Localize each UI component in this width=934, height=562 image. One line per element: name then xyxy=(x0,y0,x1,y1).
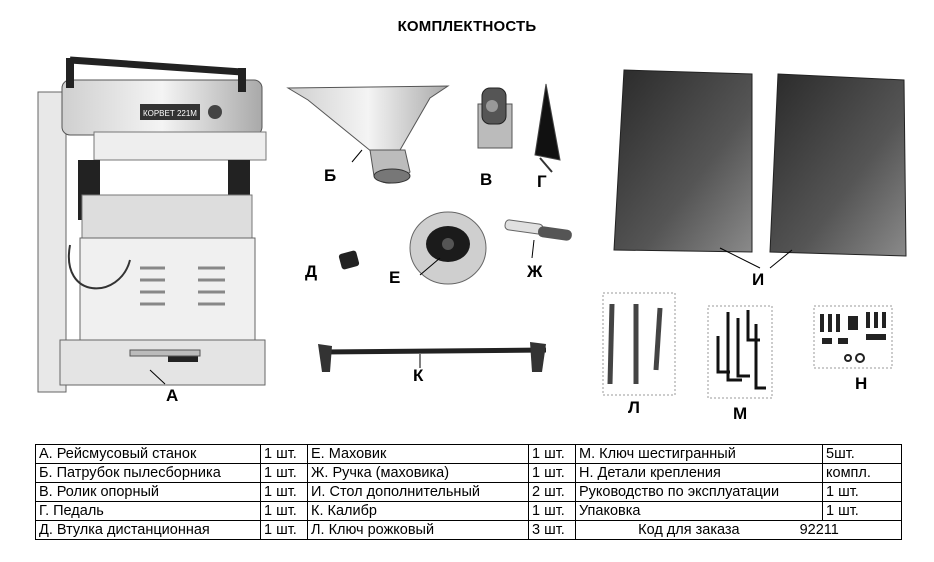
table-row xyxy=(36,445,902,464)
table-cell: М. Ключ шестигранный xyxy=(576,445,823,464)
table-cell: В. Ролик опорный xyxy=(36,483,261,502)
table-row xyxy=(36,483,902,502)
table-cell: Д. Втулка дистанционная xyxy=(36,521,261,540)
fasteners-figure xyxy=(814,306,892,368)
table-cell: Г. Педаль xyxy=(36,502,261,521)
label-zh: Ж xyxy=(527,262,543,281)
label-i: И xyxy=(752,270,765,289)
dust-hood-figure xyxy=(288,86,448,183)
machine-nameplate: КОРВЕТ 221М xyxy=(143,109,197,118)
table-cell: И. Стол дополнительный xyxy=(308,483,529,502)
label-v: В xyxy=(480,170,493,189)
label-g: Г xyxy=(537,172,547,191)
extension-tables-figure xyxy=(614,70,906,268)
table-cell: Руководство по эксплуатации xyxy=(576,483,823,502)
spacer-sleeve-figure xyxy=(338,250,360,270)
table-cell: 1 шт. xyxy=(261,464,308,483)
table-cell: 1 шт. xyxy=(529,464,576,483)
table-cell: Н. Детали крепления xyxy=(576,464,823,483)
table-cell: Л. Ключ рожковый xyxy=(308,521,529,540)
order-code-cell xyxy=(576,521,902,540)
table-cell: Б. Патрубок пылесборника xyxy=(36,464,261,483)
table-cell: 1 шт. xyxy=(261,521,308,540)
hex-keys-figure xyxy=(708,306,772,398)
table-cell: компл. xyxy=(823,464,902,483)
label-k: К xyxy=(413,366,424,385)
table-cell: 1 шт. xyxy=(529,445,576,464)
order-code-value: 92211 xyxy=(799,522,839,538)
label-d: Д xyxy=(305,262,318,281)
table-cell: А. Рейсмусовый станок xyxy=(36,445,261,464)
table-cell: 1 шт. xyxy=(529,502,576,521)
table-cell: 1 шт. xyxy=(261,483,308,502)
label-e: Е xyxy=(389,268,401,287)
table-cell: Е. Маховик xyxy=(308,445,529,464)
table-cell: 2 шт. xyxy=(529,483,576,502)
label-n: Н xyxy=(855,374,868,393)
handwheel-figure xyxy=(410,212,486,284)
components-table xyxy=(35,444,902,540)
support-roller-figure xyxy=(478,88,512,148)
pedal-figure xyxy=(535,84,560,172)
table-row xyxy=(36,502,902,521)
label-l: Л xyxy=(628,398,640,417)
table-cell: 1 шт. xyxy=(823,483,902,502)
table-row xyxy=(36,521,902,540)
table-cell: 1 шт. xyxy=(823,502,902,521)
label-m: М xyxy=(733,404,748,423)
table-row xyxy=(36,464,902,483)
table-cell: 1 шт. xyxy=(261,445,308,464)
label-a: А xyxy=(166,386,179,405)
wrenches-figure xyxy=(603,293,675,395)
order-code-label: Код для заказа xyxy=(638,522,740,538)
page-title: КОМПЛЕКТНОСТЬ xyxy=(397,18,537,35)
label-b: Б xyxy=(324,166,337,185)
table-cell: 1 шт. xyxy=(261,502,308,521)
planer-machine-figure xyxy=(38,58,266,392)
table-cell: Упаковка xyxy=(576,502,823,521)
gauge-figure xyxy=(318,342,546,372)
table-cell: Ж. Ручка (маховика) xyxy=(308,464,529,483)
handle-figure xyxy=(504,219,572,258)
table-cell: 3 шт. xyxy=(529,521,576,540)
table-cell: 5шт. xyxy=(823,445,902,464)
table-cell: К. Калибр xyxy=(308,502,529,521)
